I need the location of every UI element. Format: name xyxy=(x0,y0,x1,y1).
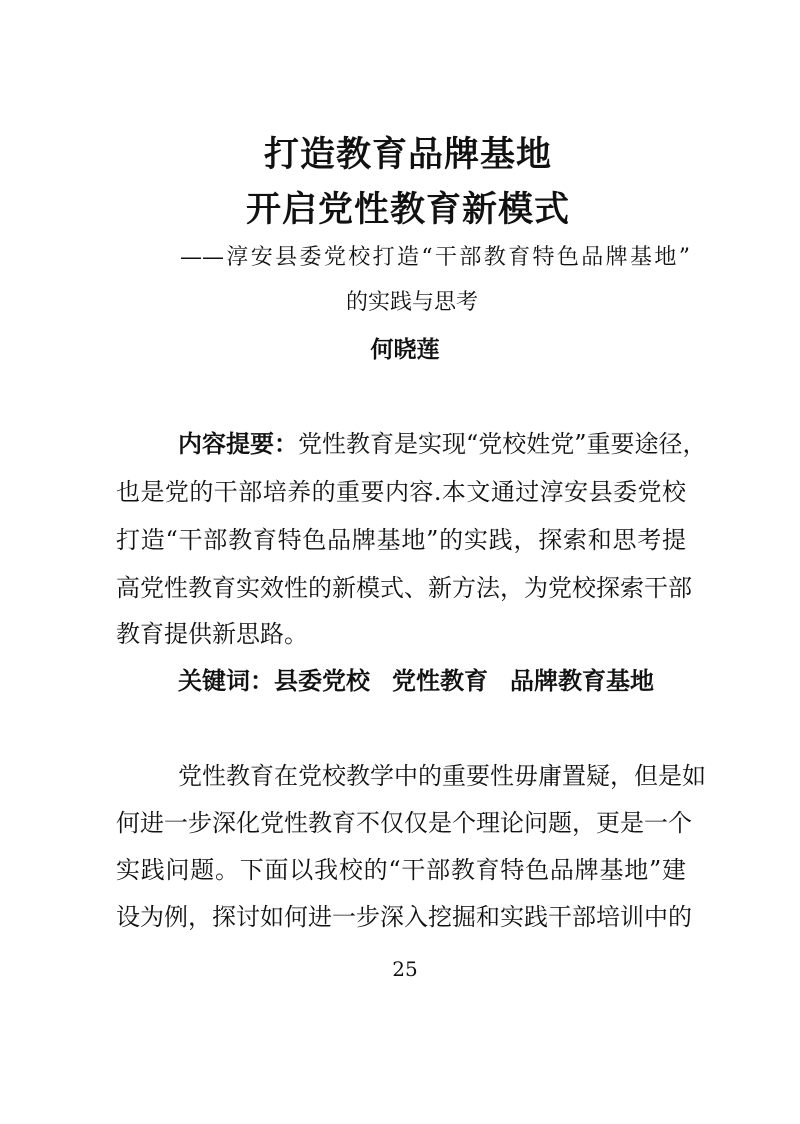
body-line-4: 设为例，探讨如何进一步深入挖掘和实践干部培训中的 xyxy=(116,903,692,931)
subtitle-line-2: 的实践与思考 xyxy=(345,290,478,315)
abstract-line-3: 打造“干部教育特色品牌基地”的实践，探索和思考提 xyxy=(116,526,686,554)
keywords-label: 关键词： xyxy=(178,667,274,695)
body-line-1: 党性教育在党校教学中的重要性毋庸置疑，但是如 xyxy=(178,762,706,790)
abstract-line-1 xyxy=(178,430,707,458)
keyword-item: 品牌教育基地 xyxy=(510,666,654,695)
title-line-1: 打造教育品牌基地 xyxy=(263,134,552,175)
keyword-item: 党性教育 xyxy=(392,666,488,695)
author-name: 何晓莲 xyxy=(370,336,440,363)
page-number: 25 xyxy=(392,957,418,981)
subtitle-line-1: ——淳安县委党校打造“干部教育特色品牌基地” xyxy=(180,245,690,270)
body-line-3: 实践问题。下面以我校的“干部教育特色品牌基地”建 xyxy=(116,856,686,884)
abstract-label: 内容提要： xyxy=(178,430,298,458)
keyword-item: 县委党校 xyxy=(274,666,370,695)
abstract-line-2: 也是党的干部培养的重要内容.本文通过淳安县委党校 xyxy=(116,478,686,506)
abstract-first-text: 党性教育是实现“党校姓党”重要途径， xyxy=(298,430,707,458)
title-line-2: 开启党性教育新模式 xyxy=(245,189,570,230)
abstract-line-5: 教育提供新思路。 xyxy=(116,620,308,648)
keywords-line xyxy=(178,668,654,694)
abstract-line-4: 高党性教育实效性的新模式、新方法，为党校探索干部 xyxy=(116,574,692,602)
body-line-2: 何进一步深化党性教育不仅仅是个理论问题，更是一个 xyxy=(116,809,692,837)
